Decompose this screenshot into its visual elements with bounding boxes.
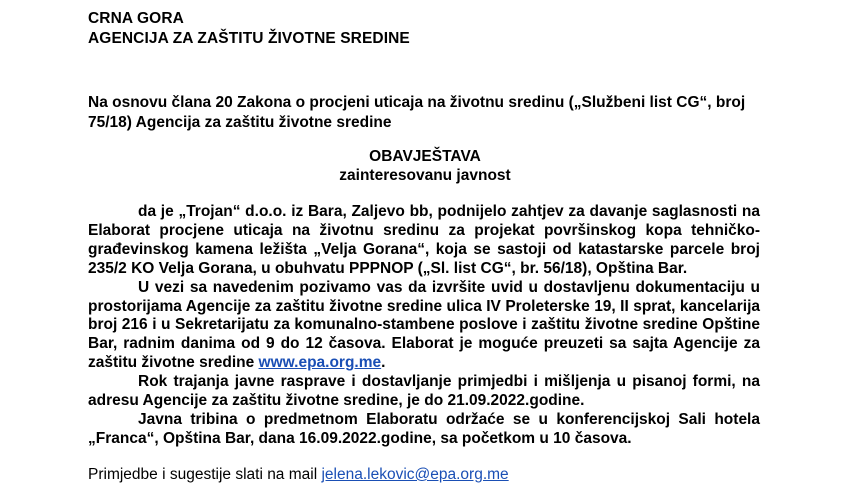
intro-paragraph: Na osnovu člana 20 Zakona o procjeni uticaja na životnu sredinu („Službeni list CG“, broj 75/18) Agencija za zaštitu životne sredine <box>88 94 746 131</box>
contact-email-link[interactable]: jelena.lekovic@epa.org.me <box>321 466 509 483</box>
epa-website-link[interactable]: www.epa.org.me <box>258 354 382 372</box>
country-heading: CRNA GORA <box>88 10 184 27</box>
paragraph-inspection <box>88 279 760 374</box>
notice-subtitle: zainteresovanu javnost <box>339 167 511 184</box>
footer-contact <box>88 466 509 484</box>
notice-title: OBAVJEŠTAVA <box>369 148 481 165</box>
notice-body <box>88 203 760 449</box>
paragraph-request: da je „Trojan“ d.o.o. iz Bara, Zaljevo bb, podnijelo zahtjev za davanje saglasnosti na Elaborat procjene uticaja na životnu sredinu za projekat površinskog kopa tehničko-građevinskog kamena ležišta „Velja Gorana“, koja se sastoji od katastarske parcele broj 235/2 KO Velja Gorana, u obuhvatu PPPNOP („Sl. list CG“, br. 56/18), Opština Bar. <box>88 203 760 277</box>
footer-text: Primjedbe i sugestije slati na mail <box>88 466 322 483</box>
paragraph-public-hearing: Javna tribina o predmetnom Elaboratu održaće se u konferencijskoj Sali hotela „Franca“, Opština Bar, dana 16.09.2022.godine, sa početkom u 10 časova. <box>88 410 760 447</box>
paragraph-deadline: Rok trajanja javne rasprave i dostavljanje primjedbi i mišljenja u pisanoj formi, na adresu Agencije za zaštitu životne sredine, je do 21.09.2022.godine. <box>88 373 760 410</box>
inspection-end: . <box>381 354 386 372</box>
agency-heading: AGENCIJA ZA ZAŠTITU ŽIVOTNE SREDINE <box>88 30 410 47</box>
inspection-text: U vezi sa navedenim pozivamo vas da izvršite uvid u dostavljenu dokumentaciju u prostorijama Agencije za zaštitu životne sredine ulica IV Proleterske 19, II sprat, kancelarija broj 216 i u Sekretarijatu za komunalno-stambene poslove i zaštitu životne sredine Opštine Bar, radnim danima od 9 do 12 časova. Elaborat je moguće preuzeti sa sajta Agencije za zaštitu životne sredine <box>88 278 760 372</box>
